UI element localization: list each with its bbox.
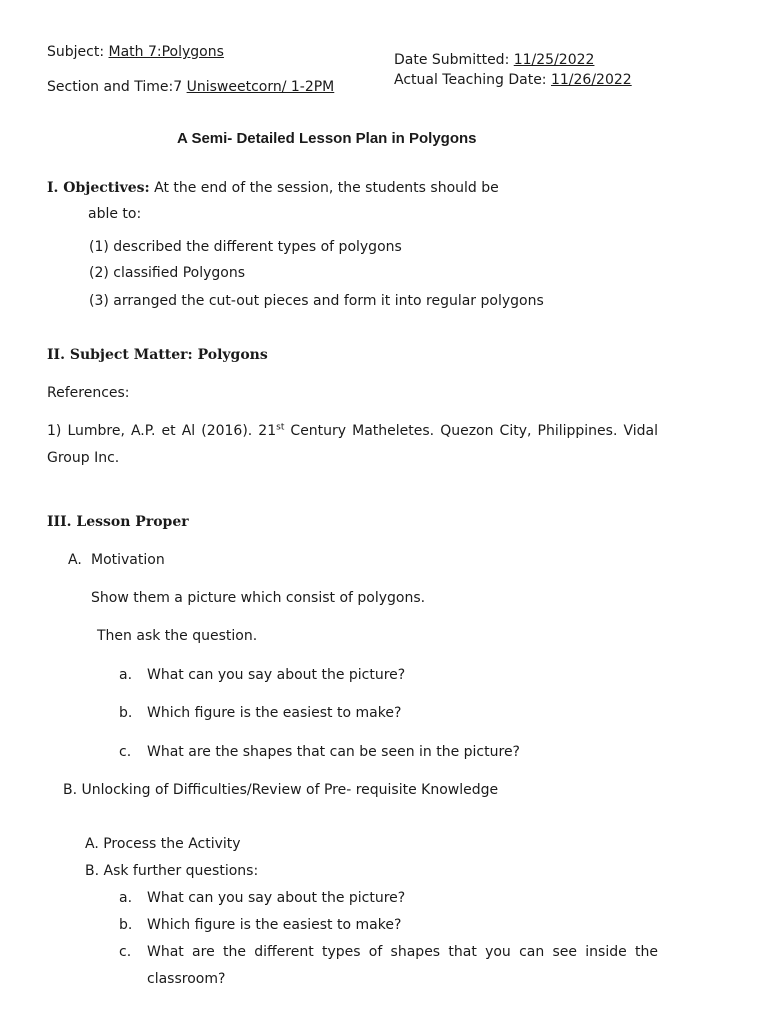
unlocking-difficulties-heading: B. Unlocking of Difficulties/Review of Pre- requisite Knowledge bbox=[63, 782, 499, 798]
question-text: What can you say about the picture? bbox=[147, 890, 406, 906]
question-text: Which figure is the easiest to make? bbox=[147, 917, 402, 933]
question-text: What are the shapes that can be seen in the picture? bbox=[147, 744, 520, 760]
subject-value: Math 7:Polygons bbox=[108, 44, 224, 60]
objectives-heading: I. Objectives: bbox=[47, 180, 150, 196]
subject-line bbox=[47, 44, 224, 61]
date-submitted-line bbox=[394, 52, 594, 69]
objectives-intro-continued: able to: bbox=[88, 206, 142, 222]
objective-item: (1) described the different types of polygons bbox=[89, 239, 402, 255]
section-line bbox=[47, 79, 334, 96]
section-value: Unisweetcorn/ 1-2PM bbox=[186, 79, 335, 95]
reference-text-start: 1) Lumbre, A.P. et Al (2016). 21 bbox=[47, 423, 277, 439]
subject-matter-heading: II. Subject Matter: Polygons bbox=[47, 347, 268, 363]
reference-superscript: st bbox=[276, 422, 285, 433]
question-marker: c. bbox=[119, 944, 132, 960]
further-questions-item: B. Ask further questions: bbox=[85, 863, 259, 879]
objective-item: (2) classified Polygons bbox=[89, 265, 245, 281]
subject-label: Subject: bbox=[47, 44, 109, 60]
question-marker: b. bbox=[119, 705, 133, 721]
objective-item: (3) arranged the cut-out pieces and form it into regular polygons bbox=[89, 293, 544, 309]
motivation-instruction: Then ask the question. bbox=[97, 628, 258, 644]
question-text: Which figure is the easiest to make? bbox=[147, 705, 402, 721]
question-text: What can you say about the picture? bbox=[147, 667, 406, 683]
teaching-date-label: Actual Teaching Date: bbox=[394, 72, 551, 88]
motivation-instruction: Show them a picture which consist of polygons. bbox=[91, 590, 426, 606]
question-text: What are the different types of shapes that you can see inside the classroom? bbox=[147, 944, 658, 987]
question-marker: b. bbox=[119, 917, 133, 933]
question-marker: a. bbox=[119, 667, 133, 683]
teaching-date-line bbox=[394, 72, 632, 89]
date-submitted-value: 11/25/2022 bbox=[513, 52, 595, 68]
objectives-intro bbox=[47, 180, 499, 197]
motivation-label: Motivation bbox=[91, 552, 165, 568]
question-marker: c. bbox=[119, 744, 132, 760]
section-label: Section and Time:7 bbox=[47, 79, 187, 95]
question-marker: a. bbox=[119, 890, 133, 906]
date-submitted-label: Date Submitted: bbox=[394, 52, 514, 68]
motivation-marker: A. bbox=[68, 552, 82, 568]
lesson-proper-heading: III. Lesson Proper bbox=[47, 514, 189, 530]
process-activity-item: A. Process the Activity bbox=[85, 836, 241, 852]
teaching-date-value: 11/26/2022 bbox=[550, 72, 632, 88]
document-title: A Semi- Detailed Lesson Plan in Polygons bbox=[177, 130, 477, 147]
references-label: References: bbox=[47, 385, 130, 401]
objectives-intro-text: At the end of the session, the students should be bbox=[149, 180, 499, 196]
reference-entry bbox=[47, 418, 658, 472]
reference-text-end: Century Matheletes. Quezon City, Philippines. Vidal Group Inc. bbox=[47, 423, 658, 466]
